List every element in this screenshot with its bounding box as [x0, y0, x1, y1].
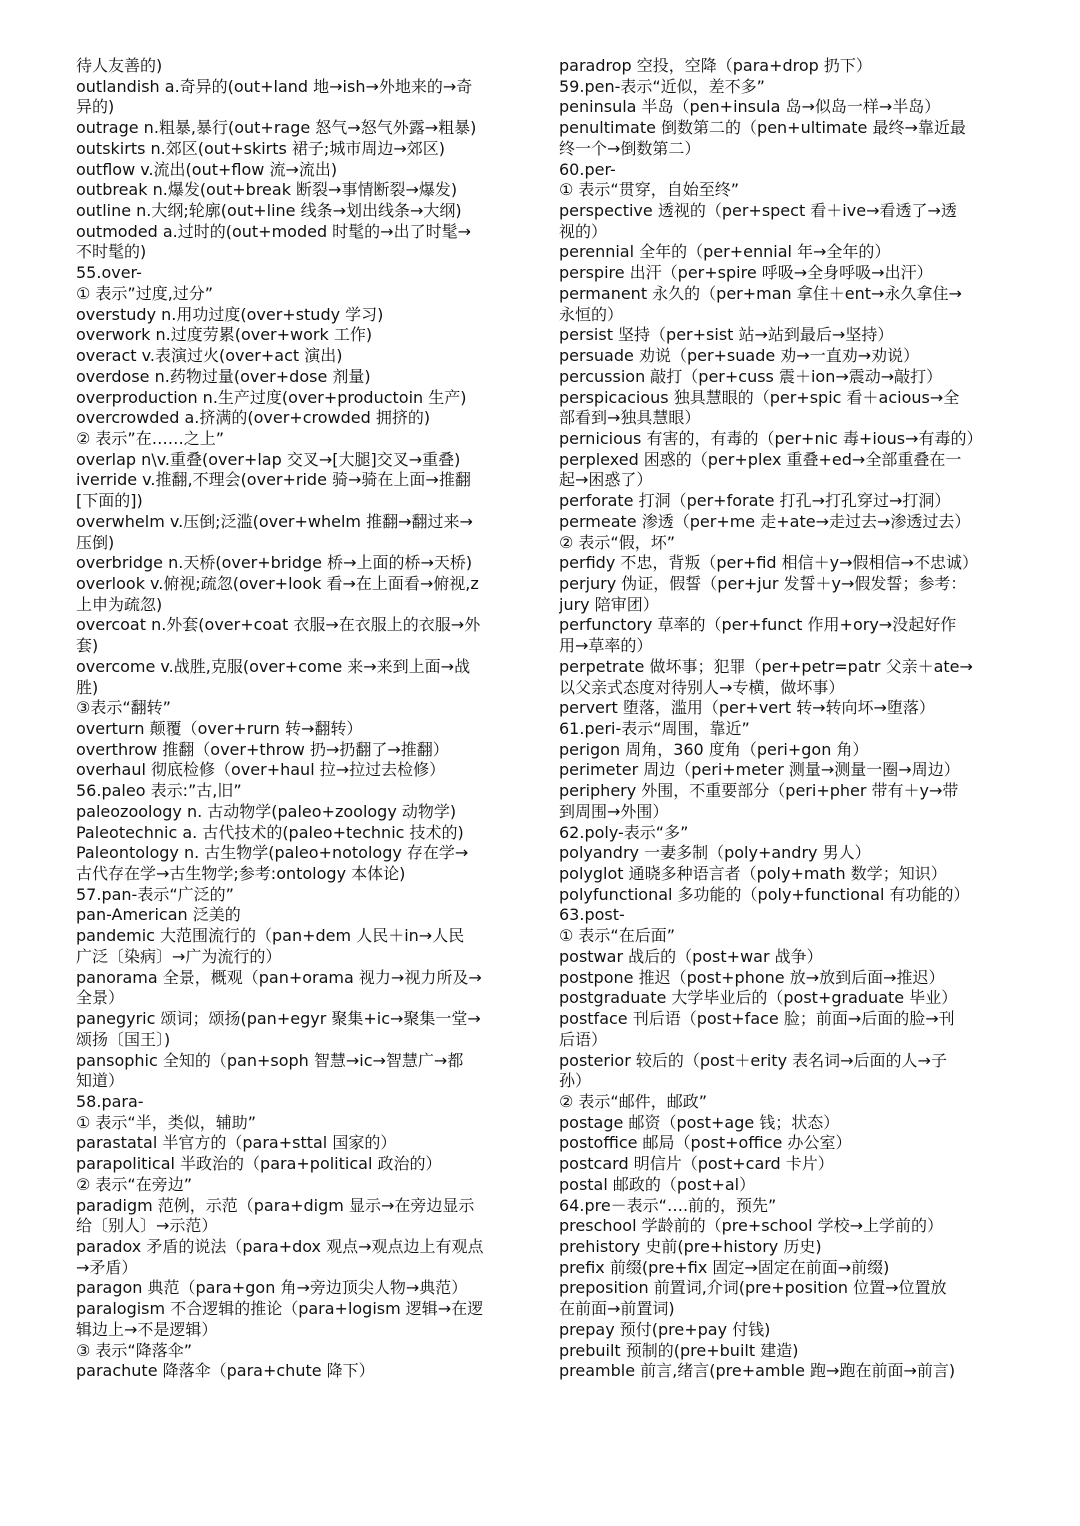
text-line: outbreak n.爆发(out+break 断裂→事情断裂→爆发)	[76, 180, 458, 200]
text-line: preschool 学龄前的（pre+school 学校→上学前的）	[559, 1216, 944, 1236]
text-line: paralogism 不合逻辑的推论（para+logism 逻辑→在逻	[76, 1299, 484, 1319]
text-line: peninsula 半岛（pen+insula 岛→似岛一样→半岛）	[559, 97, 941, 117]
text-line: ① 表示“贯穿，自始至终”	[559, 180, 740, 200]
text-line: ② 表示”在……之上”	[76, 428, 225, 448]
text-line: overcoat n.外套(over+coat 衣服→在衣服上的衣服→外	[76, 615, 481, 635]
text-line: prepay 预付(pre+pay 付钱)	[559, 1319, 771, 1339]
text-line: perspicacious 独具慧眼的（per+spic 看＋acious→全	[559, 387, 960, 407]
text-line: jury 陪审团）	[559, 594, 659, 614]
text-line: ② 表示“在旁边”	[76, 1174, 193, 1194]
text-line: overcrowded a.挤满的(over+crowded 拥挤的)	[76, 408, 431, 428]
text-line: ③表示“翻转”	[76, 698, 171, 718]
text-line: 视的）	[559, 221, 608, 241]
text-line: 60.per-	[559, 159, 616, 179]
text-line: 广泛〔染病〕→广为流行的）	[76, 946, 282, 966]
text-line: overturn 颠覆（over+rurn 转→翻转）	[76, 719, 363, 738]
text-line: ② 表示“邮件，邮政”	[559, 1091, 708, 1111]
left-column	[76, 56, 528, 1382]
text-line: postage 邮资（post+age 钱；状态）	[559, 1112, 840, 1132]
text-line: 古代存在学→古生物学;参考:ontology 本体论)	[76, 864, 406, 884]
text-line: 辑边上→不是逻辑）	[76, 1319, 218, 1339]
text-line: overwhelm v.压倒;泛滥(over+whelm 推翻→翻过来→	[76, 511, 473, 531]
text-line: pernicious 有害的，有毒的（per+nic 毒+ious→有毒的）	[559, 428, 983, 448]
text-line: postpone 推迟（post+phone 放→放到后面→推迟）	[559, 967, 945, 987]
text-line: outlandish a.奇异的(out+land 地→ish→外地来的→奇	[76, 76, 473, 96]
text-line: polyandry 一妻多制（poly+andry 男人）	[559, 843, 871, 863]
text-line: overwork n.过度劳累(over+work 工作)	[76, 325, 373, 345]
text-line: ① 表示”过度,过分”	[76, 283, 214, 303]
text-line: overbridge n.天桥(over+bridge 桥→上面的桥→天桥)	[76, 553, 473, 573]
text-line: 永恒的）	[559, 304, 624, 324]
text-line: perspire 出汗（per+spire 呼吸→全身呼吸→出汗）	[559, 263, 933, 283]
text-line: overhaul 彻底检修（over+haul 拉→拉过去检修）	[76, 760, 446, 780]
text-line: ① 表示“在后面”	[559, 926, 676, 946]
text-line: 颂扬〔国王〕)	[76, 1029, 171, 1049]
text-line: →矛盾）	[76, 1257, 138, 1277]
text-line: parastatal 半官方的（para+sttal 国家的）	[76, 1133, 397, 1153]
text-line: overlap n\v.重叠(over+lap 交叉→[大腿]交叉→重叠)	[76, 449, 461, 469]
text-line: ① 表示“半，类似，辅助”	[76, 1112, 257, 1132]
text-line: 部看到→独具慧眼）	[559, 408, 701, 428]
text-line: periphery 外围，不重要部分（peri+pher 带有＋y→带	[559, 781, 959, 801]
text-line: postwar 战后的（post+war 战争）	[559, 946, 823, 966]
text-line: permanent 永久的（per+man 拿住＋ent→永久拿住→	[559, 283, 962, 303]
text-line: outline n.大纲;轮廓(out+line 线条→划出线条→大纲)	[76, 201, 462, 221]
text-line: pandemic 大范围流行的（pan+dem 人民＋in→人民	[76, 926, 465, 946]
text-line: Paleotechnic a. 古代技术的(paleo+technic 技术的)	[76, 822, 464, 842]
text-line: 套)	[76, 636, 99, 656]
text-line: panorama 全景，概观（pan+orama 视力→视力所及→	[76, 967, 482, 987]
text-line: 上申为疏忽)	[76, 594, 163, 614]
text-line: 以父亲式态度对待别人→专横，做坏事）	[559, 677, 845, 697]
text-line: overstudy n.用功过度(over+study 学习)	[76, 304, 384, 324]
text-line: 胜)	[76, 677, 99, 697]
text-line: postal 邮政的（post+al）	[559, 1174, 756, 1194]
text-line: overproduction n.生产过度(over+productoin 生产)	[76, 387, 467, 407]
text-line: postoffice 邮局（post+office 办公室）	[559, 1133, 852, 1153]
text-line: 61.peri-表示“周围，靠近”	[559, 719, 750, 738]
text-line: overdose n.药物过量(over+dose 剂量)	[76, 366, 371, 386]
text-line: postface 刊后语（post+face 脸；前面→后面的脸→刊	[559, 1009, 955, 1029]
text-line: prebuilt 预制的(pre+built 建造)	[559, 1340, 799, 1360]
text-line: pervert 堕落，滥用（per+vert 转→转向坏→堕落）	[559, 698, 935, 718]
text-line: 全景）	[76, 988, 125, 1008]
text-line: postgraduate 大学毕业后的（post+graduate 毕业）	[559, 988, 958, 1008]
text-line: postcard 明信片（post+card 卡片）	[559, 1154, 834, 1174]
text-line: perpetrate 做坏事；犯罪（per+petr=patr 父亲＋ate→	[559, 656, 973, 676]
text-line: pansophic 全知的（pan+soph 智慧→ic→智慧广→都	[76, 1050, 464, 1070]
text-line: outmoded a.过时的(out+moded 时髦的→出了时髦→	[76, 221, 471, 241]
text-line: paleozoology n. 古动物学(paleo+zoology 动物学)	[76, 801, 457, 821]
text-line: paradrop 空投，空降（para+drop 扔下）	[559, 56, 872, 75]
text-line: paradox 矛盾的说法（para+dox 观点→观点边上有观点	[76, 1236, 484, 1256]
text-line: 用→草率的）	[559, 636, 653, 656]
text-line: perigon 周角，360 度角（peri+gon 角）	[559, 739, 869, 759]
text-line: perfunctory 草率的（per+funct 作用+ory→没起好作	[559, 615, 957, 635]
text-line: overlook v.俯视;疏忽(over+look 看→在上面看→俯视,z	[76, 573, 479, 593]
text-line: 58.para-	[76, 1091, 144, 1111]
text-line: penultimate 倒数第二的（pen+ultimate 最终→靠近最	[559, 118, 966, 138]
text-line: perplexed 困惑的（per+plex 重叠+ed→全部重叠在一	[559, 449, 962, 469]
text-line: overthrow 推翻（over+throw 扔→扔翻了→推翻）	[76, 739, 449, 759]
text-line: prefix 前缀(pre+fix 固定→固定在前面→前缀)	[559, 1257, 890, 1277]
text-line: 56.paleo 表示:”古,旧”	[76, 781, 242, 801]
text-line: overcome v.战胜,克服(over+come 来→来到上面→战	[76, 656, 471, 676]
text-line: 终一个→倒数第二）	[559, 138, 701, 158]
text-line: 压倒)	[76, 532, 115, 552]
text-line: perjury 伪证，假誓（per+jur 发誓＋y→假发誓；参考：	[559, 573, 967, 593]
text-line: parapolitical 半政治的（para+political 政治的）	[76, 1154, 442, 1174]
text-line: paradigm 范例，示范（para+digm 显示→在旁边显示	[76, 1195, 475, 1215]
text-line: 起→困惑了）	[559, 470, 653, 490]
text-line: 给〔别人〕→示范）	[76, 1216, 218, 1236]
text-line: preposition 前置词,介词(pre+position 位置→位置放	[559, 1278, 947, 1298]
text-line: parachute 降落伞（para+chute 降下）	[76, 1361, 375, 1381]
text-line: perfidy 不忠，背叛（per+fid 相信＋y→假相信→不忠诚）	[559, 553, 978, 573]
text-line: 59.pen-表示“近似，差不多”	[559, 76, 765, 96]
text-line: percussion 敲打（per+cuss 震＋ion→震动→敲打）	[559, 366, 943, 386]
text-line: 63.post-	[559, 905, 625, 925]
text-line: perforate 打洞（per+forate 打孔→打孔穿过→打洞）	[559, 491, 951, 511]
text-line: paragon 典范（para+gon 角→旁边顶尖人物→典范）	[76, 1278, 468, 1298]
text-line: 异的)	[76, 97, 115, 117]
text-line: persist 坚持（per+sist 站→站到最后→坚持）	[559, 325, 894, 345]
text-line: panegyric 颂词；颂扬(pan+egyr 聚集+ic→聚集一堂→	[76, 1009, 481, 1029]
text-line: prehistory 史前(pre+history 历史)	[559, 1236, 822, 1256]
text-line: pan-American 泛美的	[76, 905, 241, 925]
text-line: 后语）	[559, 1029, 608, 1049]
text-line: perennial 全年的（per+ennial 年→全年的）	[559, 242, 891, 262]
text-line: ③ 表示“降落伞”	[76, 1340, 193, 1360]
text-line: overact v.表演过火(over+act 演出)	[76, 346, 343, 366]
text-line: polyfunctional 多功能的（poly+functional 有功能的）	[559, 884, 970, 904]
text-line: polyglot 通晓多种语言者（poly+math 数学；知识）	[559, 864, 947, 884]
text-line: [下面的])	[76, 491, 143, 511]
text-line: perimeter 周边（peri+meter 测量→测量一圈→周边）	[559, 760, 960, 780]
text-line: ② 表示“假，坏”	[559, 532, 676, 552]
text-line: 待人友善的)	[76, 56, 163, 75]
text-line: outflow v.流出(out+flow 流→流出)	[76, 159, 338, 179]
text-line: 62.poly-表示“多”	[559, 822, 689, 842]
text-line: outrage n.粗暴,暴行(out+rage 怒气→怒气外露→粗暴)	[76, 118, 477, 138]
text-line: preamble 前言,绪言(pre+amble 跑→跑在前面→前言)	[559, 1361, 956, 1381]
text-line: 不时髦的)	[76, 242, 147, 262]
text-line: 孙）	[559, 1071, 592, 1091]
text-line: posterior 较后的（post＋erity 表名词→后面的人→子	[559, 1050, 947, 1070]
right-column	[559, 56, 1009, 1382]
text-line: permeate 渗透（per+me 走+ate→走过去→渗透过去）	[559, 511, 971, 531]
text-line: 55.over-	[76, 263, 142, 283]
text-line: outskirts n.郊区(out+skirts 裙子;城市周边→郊区)	[76, 138, 445, 158]
text-line: 57.pan-表示“广泛的”	[76, 884, 234, 904]
text-line: 到周围→外围）	[559, 801, 669, 821]
text-line: perspective 透视的（per+spect 看＋ive→看透了→透	[559, 201, 957, 221]
text-line: 64.pre－表示“….前的，预先”	[559, 1195, 777, 1215]
text-line: 知道）	[76, 1071, 125, 1091]
text-line: Paleontology n. 古生物学(paleo+notology 存在学→	[76, 843, 469, 863]
text-line: 在前面→前置词)	[559, 1299, 675, 1319]
text-line: persuade 劝说（per+suade 劝→一直劝→劝说）	[559, 346, 920, 366]
text-line: iverride v.推翻,不理会(over+ride 骑→骑在上面→推翻	[76, 470, 471, 490]
